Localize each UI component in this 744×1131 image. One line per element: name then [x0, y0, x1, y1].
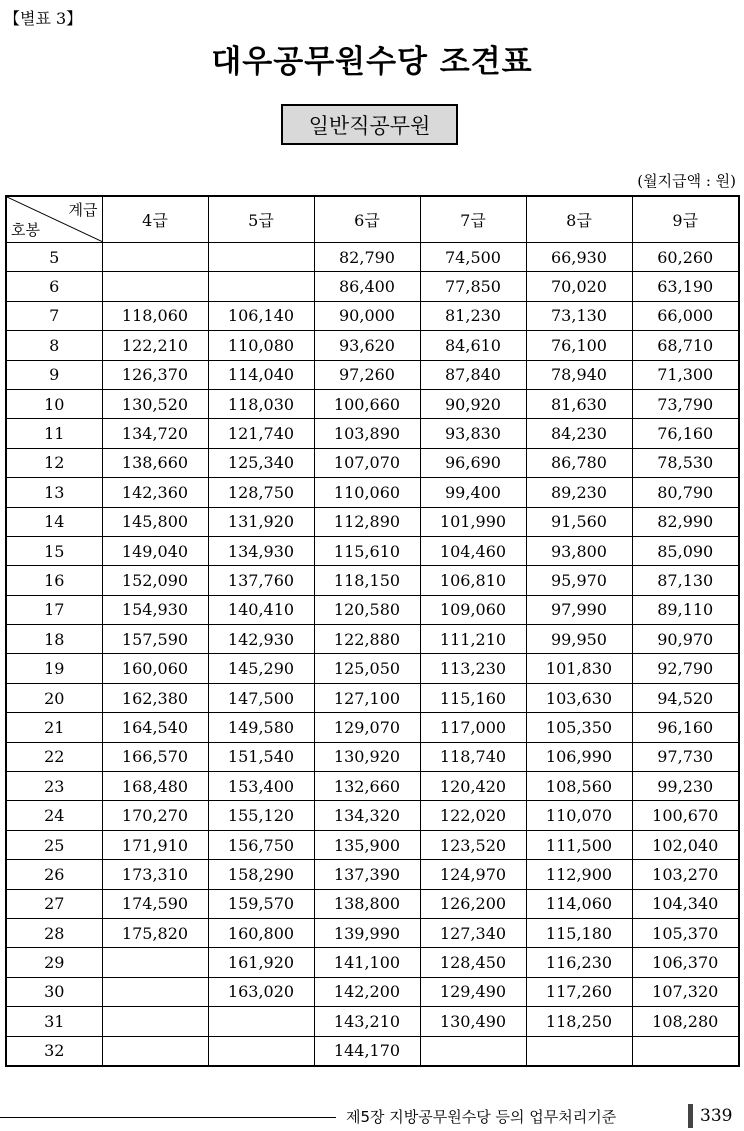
amount-cell: 101,990: [420, 507, 526, 536]
step-cell: 15: [6, 536, 102, 565]
amount-cell: 93,830: [420, 419, 526, 448]
amount-cell: 166,570: [102, 742, 208, 771]
amount-cell: 78,940: [526, 360, 632, 389]
amount-cell: 109,060: [420, 595, 526, 624]
amount-cell: 138,660: [102, 448, 208, 477]
amount-cell: 76,100: [526, 331, 632, 360]
amount-cell: 111,210: [420, 625, 526, 654]
amount-cell: 100,660: [314, 389, 420, 418]
step-cell: 12: [6, 448, 102, 477]
amount-cell: 106,370: [632, 948, 739, 977]
step-cell: 20: [6, 683, 102, 712]
amount-cell: 84,230: [526, 419, 632, 448]
table-row: [6, 801, 739, 830]
amount-cell: 155,120: [208, 801, 314, 830]
amount-cell: 131,920: [208, 507, 314, 536]
step-cell: 9: [6, 360, 102, 389]
step-cell: 7: [6, 301, 102, 330]
corner-header-cell: [6, 196, 102, 243]
amount-cell: 175,820: [102, 918, 208, 947]
amount-cell: 121,740: [208, 419, 314, 448]
amount-cell: 134,720: [102, 419, 208, 448]
amount-cell: [102, 1036, 208, 1066]
amount-cell: 129,490: [420, 977, 526, 1006]
amount-cell: 118,250: [526, 1007, 632, 1036]
amount-cell: 97,260: [314, 360, 420, 389]
amount-cell: 111,500: [526, 830, 632, 859]
amount-cell: 73,130: [526, 301, 632, 330]
amount-cell: 103,270: [632, 860, 739, 889]
step-cell: 17: [6, 595, 102, 624]
amount-cell: 137,760: [208, 566, 314, 595]
amount-cell: 112,890: [314, 507, 420, 536]
step-cell: 22: [6, 742, 102, 771]
amount-cell: 102,040: [632, 830, 739, 859]
amount-cell: 122,210: [102, 331, 208, 360]
amount-cell: [526, 1036, 632, 1066]
unit-note: (월지급액 : 원): [637, 172, 736, 190]
table-row: [6, 860, 739, 889]
amount-cell: 110,080: [208, 331, 314, 360]
amount-cell: 127,340: [420, 918, 526, 947]
table-row: [6, 595, 739, 624]
amount-cell: 86,780: [526, 448, 632, 477]
step-cell: 30: [6, 977, 102, 1006]
amount-cell: 120,580: [314, 595, 420, 624]
amount-cell: 118,060: [102, 301, 208, 330]
amount-cell: 113,230: [420, 654, 526, 683]
amount-cell: 118,150: [314, 566, 420, 595]
amount-cell: 81,230: [420, 301, 526, 330]
amount-cell: 92,790: [632, 654, 739, 683]
amount-cell: 82,790: [314, 243, 420, 272]
amount-cell: 74,500: [420, 243, 526, 272]
amount-cell: 68,710: [632, 331, 739, 360]
amount-cell: 142,360: [102, 478, 208, 507]
amount-cell: 168,480: [102, 772, 208, 801]
amount-cell: 138,800: [314, 889, 420, 918]
amount-cell: 173,310: [102, 860, 208, 889]
amount-cell: 93,620: [314, 331, 420, 360]
corner-step-label: 호봉: [11, 221, 40, 239]
allowance-table: [5, 195, 740, 1067]
table-row: [6, 625, 739, 654]
amount-cell: 112,900: [526, 860, 632, 889]
step-cell: 32: [6, 1036, 102, 1066]
step-cell: 21: [6, 713, 102, 742]
step-cell: 16: [6, 566, 102, 595]
amount-cell: [420, 1036, 526, 1066]
amount-cell: 84,610: [420, 331, 526, 360]
amount-cell: 151,540: [208, 742, 314, 771]
table-row: [6, 948, 739, 977]
amount-cell: 142,200: [314, 977, 420, 1006]
step-cell: 11: [6, 419, 102, 448]
step-cell: 6: [6, 272, 102, 301]
amount-cell: 93,800: [526, 536, 632, 565]
amount-cell: 122,880: [314, 625, 420, 654]
table-row: [6, 243, 739, 272]
step-cell: 5: [6, 243, 102, 272]
step-cell: 8: [6, 331, 102, 360]
amount-cell: 160,060: [102, 654, 208, 683]
table-row: [6, 830, 739, 859]
page-footer: [0, 1104, 744, 1130]
table-row: [6, 360, 739, 389]
step-cell: 13: [6, 478, 102, 507]
table-row: [6, 301, 739, 330]
amount-cell: [102, 948, 208, 977]
amount-cell: 105,370: [632, 918, 739, 947]
amount-cell: 103,890: [314, 419, 420, 448]
table-row: [6, 683, 739, 712]
amount-cell: 128,450: [420, 948, 526, 977]
amount-cell: 134,930: [208, 536, 314, 565]
step-cell: 14: [6, 507, 102, 536]
amount-cell: [208, 243, 314, 272]
amount-cell: 116,230: [526, 948, 632, 977]
amount-cell: 110,070: [526, 801, 632, 830]
table-body: [6, 243, 739, 1066]
table-row: [6, 536, 739, 565]
step-cell: 27: [6, 889, 102, 918]
table-row: [6, 713, 739, 742]
amount-cell: 159,570: [208, 889, 314, 918]
amount-cell: 145,800: [102, 507, 208, 536]
amount-cell: 140,410: [208, 595, 314, 624]
amount-cell: 156,750: [208, 830, 314, 859]
amount-cell: 160,800: [208, 918, 314, 947]
amount-cell: 174,590: [102, 889, 208, 918]
page-title: 대우공무원수당 조견표: [211, 44, 533, 80]
table-row: [6, 419, 739, 448]
amount-cell: 124,970: [420, 860, 526, 889]
amount-cell: 76,160: [632, 419, 739, 448]
table-row: [6, 654, 739, 683]
amount-cell: 77,850: [420, 272, 526, 301]
amount-cell: 108,560: [526, 772, 632, 801]
step-cell: 24: [6, 801, 102, 830]
amount-cell: 110,060: [314, 478, 420, 507]
step-cell: 23: [6, 772, 102, 801]
amount-cell: 70,020: [526, 272, 632, 301]
amount-cell: 105,350: [526, 713, 632, 742]
amount-cell: 162,380: [102, 683, 208, 712]
table-row: [6, 507, 739, 536]
amount-cell: 161,920: [208, 948, 314, 977]
amount-cell: [208, 272, 314, 301]
amount-cell: 130,920: [314, 742, 420, 771]
table-row: [6, 772, 739, 801]
amount-cell: 149,040: [102, 536, 208, 565]
footer-chapter: 제5장 지방공무원수당 등의 업무처리기준: [346, 1108, 617, 1126]
step-cell: 19: [6, 654, 102, 683]
amount-cell: 123,520: [420, 830, 526, 859]
amount-cell: 86,400: [314, 272, 420, 301]
subtitle: 일반직공무원: [308, 113, 431, 138]
amount-cell: [208, 1036, 314, 1066]
amount-cell: 128,750: [208, 478, 314, 507]
amount-cell: 89,110: [632, 595, 739, 624]
amount-cell: 90,970: [632, 625, 739, 654]
amount-cell: 125,340: [208, 448, 314, 477]
reference-label: 【별표 3】: [4, 9, 83, 28]
amount-cell: 87,130: [632, 566, 739, 595]
amount-cell: 60,260: [632, 243, 739, 272]
subtitle-box: [281, 104, 458, 145]
step-cell: 10: [6, 389, 102, 418]
step-cell: 29: [6, 948, 102, 977]
amount-cell: 118,740: [420, 742, 526, 771]
amount-cell: 129,070: [314, 713, 420, 742]
amount-cell: 87,840: [420, 360, 526, 389]
amount-cell: 91,560: [526, 507, 632, 536]
amount-cell: 164,540: [102, 713, 208, 742]
amount-cell: 130,520: [102, 389, 208, 418]
amount-cell: 97,990: [526, 595, 632, 624]
amount-cell: 107,320: [632, 977, 739, 1006]
table-row: [6, 742, 739, 771]
amount-cell: 115,610: [314, 536, 420, 565]
amount-cell: 104,340: [632, 889, 739, 918]
amount-cell: 107,070: [314, 448, 420, 477]
amount-cell: 118,030: [208, 389, 314, 418]
step-cell: 26: [6, 860, 102, 889]
amount-cell: 108,280: [632, 1007, 739, 1036]
amount-cell: 171,910: [102, 830, 208, 859]
amount-cell: [102, 1007, 208, 1036]
amount-cell: 157,590: [102, 625, 208, 654]
amount-cell: 97,730: [632, 742, 739, 771]
amount-cell: 126,370: [102, 360, 208, 389]
amount-cell: 78,530: [632, 448, 739, 477]
corner-grade-label: 계급: [68, 201, 98, 219]
amount-cell: 103,630: [526, 683, 632, 712]
amount-cell: 96,160: [632, 713, 739, 742]
amount-cell: 132,660: [314, 772, 420, 801]
amount-cell: 81,630: [526, 389, 632, 418]
amount-cell: 73,790: [632, 389, 739, 418]
footer-rule: [0, 1117, 336, 1118]
amount-cell: 106,990: [526, 742, 632, 771]
amount-cell: 80,790: [632, 478, 739, 507]
amount-cell: 90,000: [314, 301, 420, 330]
amount-cell: 94,520: [632, 683, 739, 712]
amount-cell: 104,460: [420, 536, 526, 565]
table-row: [6, 478, 739, 507]
amount-cell: 117,260: [526, 977, 632, 1006]
amount-cell: 135,900: [314, 830, 420, 859]
amount-cell: 115,180: [526, 918, 632, 947]
amount-cell: 153,400: [208, 772, 314, 801]
table-row: [6, 1007, 739, 1036]
amount-cell: 154,930: [102, 595, 208, 624]
header-row: [6, 196, 739, 243]
amount-cell: 142,930: [208, 625, 314, 654]
amount-cell: 66,000: [632, 301, 739, 330]
amount-cell: 120,420: [420, 772, 526, 801]
amount-cell: [102, 272, 208, 301]
amount-cell: 63,190: [632, 272, 739, 301]
step-cell: 18: [6, 625, 102, 654]
step-cell: 31: [6, 1007, 102, 1036]
amount-cell: 170,270: [102, 801, 208, 830]
table-row: [6, 977, 739, 1006]
table-row: [6, 889, 739, 918]
grade-header: 4급: [102, 196, 208, 243]
amount-cell: 99,950: [526, 625, 632, 654]
amount-cell: 106,140: [208, 301, 314, 330]
amount-cell: [102, 977, 208, 1006]
amount-cell: 145,290: [208, 654, 314, 683]
table-row: [6, 389, 739, 418]
grade-header: 9급: [632, 196, 739, 243]
amount-cell: 90,920: [420, 389, 526, 418]
table-row: [6, 918, 739, 947]
page-number: 339: [700, 1106, 733, 1126]
amount-cell: 115,160: [420, 683, 526, 712]
amount-cell: [208, 1007, 314, 1036]
amount-cell: 158,290: [208, 860, 314, 889]
amount-cell: 126,200: [420, 889, 526, 918]
amount-cell: 125,050: [314, 654, 420, 683]
table-row: [6, 448, 739, 477]
table-row: [6, 566, 739, 595]
amount-cell: 71,300: [632, 360, 739, 389]
amount-cell: 163,020: [208, 977, 314, 1006]
amount-cell: 144,170: [314, 1036, 420, 1066]
amount-cell: 66,930: [526, 243, 632, 272]
grade-header: 8급: [526, 196, 632, 243]
amount-cell: 152,090: [102, 566, 208, 595]
amount-cell: 106,810: [420, 566, 526, 595]
step-cell: 25: [6, 830, 102, 859]
amount-cell: 96,690: [420, 448, 526, 477]
amount-cell: 137,390: [314, 860, 420, 889]
amount-cell: 130,490: [420, 1007, 526, 1036]
amount-cell: 114,060: [526, 889, 632, 918]
amount-cell: 100,670: [632, 801, 739, 830]
amount-cell: 117,000: [420, 713, 526, 742]
table-row: [6, 331, 739, 360]
table-row: [6, 1036, 739, 1066]
table-row: [6, 272, 739, 301]
amount-cell: 134,320: [314, 801, 420, 830]
amount-cell: 149,580: [208, 713, 314, 742]
footer-bar: [688, 1104, 693, 1128]
amount-cell: [632, 1036, 739, 1066]
grade-header: 5급: [208, 196, 314, 243]
amount-cell: 89,230: [526, 478, 632, 507]
amount-cell: 82,990: [632, 507, 739, 536]
grade-header: 7급: [420, 196, 526, 243]
amount-cell: 95,970: [526, 566, 632, 595]
amount-cell: 99,400: [420, 478, 526, 507]
amount-cell: 141,100: [314, 948, 420, 977]
amount-cell: 101,830: [526, 654, 632, 683]
amount-cell: 114,040: [208, 360, 314, 389]
amount-cell: 99,230: [632, 772, 739, 801]
amount-cell: 122,020: [420, 801, 526, 830]
amount-cell: 127,100: [314, 683, 420, 712]
amount-cell: 143,210: [314, 1007, 420, 1036]
grade-header: 6급: [314, 196, 420, 243]
amount-cell: [102, 243, 208, 272]
amount-cell: 139,990: [314, 918, 420, 947]
step-cell: 28: [6, 918, 102, 947]
amount-cell: 147,500: [208, 683, 314, 712]
amount-cell: 85,090: [632, 536, 739, 565]
